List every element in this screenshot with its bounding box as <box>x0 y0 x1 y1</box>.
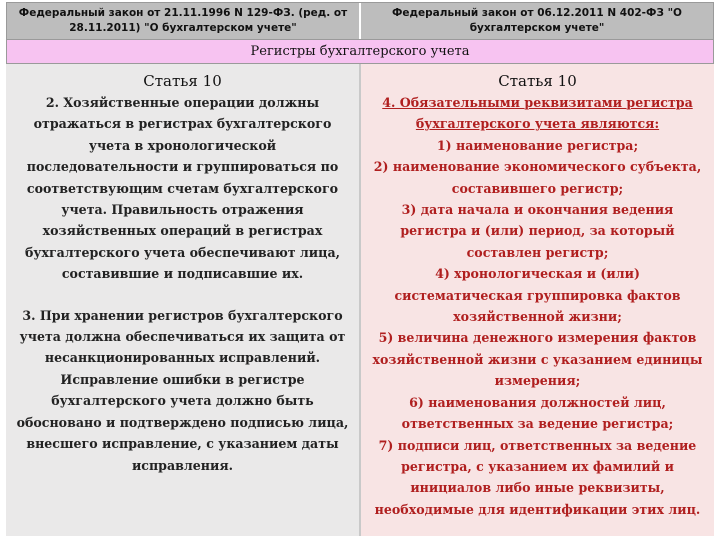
old-law-column <box>6 64 361 536</box>
requisite-item: 5) величина денежного измерения фактов хозяйственной жизни с указанием единицы измерения; <box>372 330 703 389</box>
comparison-header <box>6 2 714 40</box>
requisite-item: 7) подписи лиц, ответственных за ведение регистра, с указанием их фамилий и инициалов либо иные реквизиты, необходимые для идентификации этих лиц. <box>374 437 701 517</box>
requisite-item: 6) наименования должностей лиц, ответственных за ведение регистра; <box>401 394 674 432</box>
header-new-law: Федеральный закон от 06.12.2011 N 402-ФЗ "О бухгалтерском учете" <box>361 3 713 39</box>
requisite-item: 3) дата начала и окончания ведения регистра и (или) период, за который составлен регистр; <box>400 202 675 260</box>
requisite-item: 1) наименование регистра; <box>436 137 639 153</box>
new-law-requisites-list <box>369 135 706 520</box>
new-law-intro: 4. Обязательными реквизитами регистра бухгалтерского учета являются: <box>382 95 693 132</box>
new-law-column <box>361 64 714 536</box>
header-old-law: Федеральный закон от 21.11.1996 N 129-ФЗ. (ред. от 28.11.2011) "О бухгалтерском учете" <box>7 3 361 39</box>
old-law-article-title: Статья 10 <box>143 72 222 90</box>
requisite-item: 2) наименование экономического субъекта, составившего регистр; <box>373 159 702 196</box>
new-law-article-title: Статья 10 <box>498 72 577 90</box>
comparison-body <box>6 64 714 536</box>
requisite-item: 4) хронологическая и (или) систематическая группировка фактов хозяйственной жизни; <box>394 266 681 325</box>
old-law-paragraph-3: 3. При хранении регистров бухгалтерского учета должна обеспечиваться их защита от несанкционированных исправлений. Исправление ошибки в регистре бухгалтерского учета должно быть обосновано и подтверждено подписью лица, внесшего исправление, с указанием даты исправления. <box>16 307 349 473</box>
old-law-paragraph-2: 2. Хозяйственные операции должны отражаться в регистрах бухгалтерского учета в хронологической последовательности и группироваться по соответствующим счетам бухгалтерского учета. Правильность отражения хозяйственных операций в регистрах бухгалтерского учета обеспечивают лица, составившие и подписавшие их. <box>24 95 340 282</box>
section-banner: Регистры бухгалтерского учета <box>6 40 714 64</box>
